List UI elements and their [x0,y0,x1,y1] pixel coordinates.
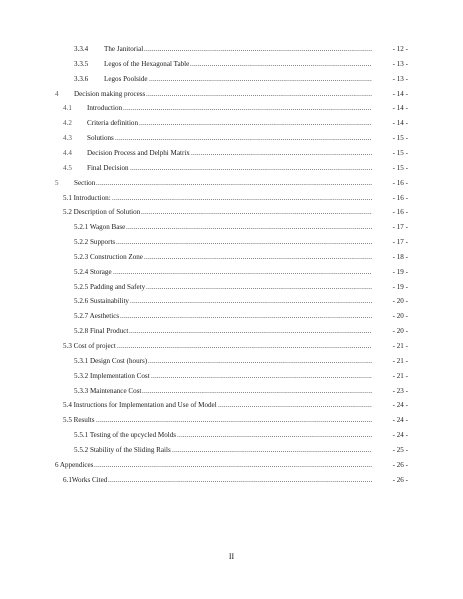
toc-entry[interactable] [0,133,463,144]
toc-entry-page: - 16 - [392,208,408,217]
toc-entry-title: 5.3.1 Design Cost (hours) [74,356,148,365]
toc-entry-leader [144,44,372,55]
toc-entry-page: - 13 - [392,74,408,83]
toc-entry-leader [139,118,372,129]
toc-entry-title: Section [74,178,96,187]
toc-entry-title: 5.5.1 Testing of the upcycled Molds [74,431,177,440]
toc-entry-leader [108,475,372,486]
toc-entry[interactable] [0,44,463,55]
toc-entry-leader [115,133,372,144]
toc-entry-leader [120,311,372,322]
toc-entry-title: 5.2.6 Sustainability [74,297,129,306]
toc-entry[interactable] [0,148,463,159]
toc-entry[interactable] [0,237,463,248]
toc-entry-page: - 16 - [392,193,408,202]
toc-entry-leader [130,296,372,307]
toc-entry[interactable] [0,415,463,426]
toc-entry-title: 5.2.2 Supports [74,238,116,247]
toc-entry-title: Criteria definition [87,119,139,128]
toc-entry-page: - 19 - [392,267,408,276]
toc-entry-leader [144,252,372,263]
toc-entry-page: - 24 - [392,416,408,425]
toc-entry-leader [112,193,372,204]
toc-entry-title: 5.4 Instructions for Implementation and Use of Model [63,401,217,410]
toc-entry[interactable] [0,356,463,367]
toc-entry[interactable] [0,222,463,233]
toc-entry-leader [141,207,372,218]
toc-entry-page: - 17 - [392,223,408,232]
toc-entry-page: - 25 - [392,445,408,454]
toc-entry-leader [130,163,372,174]
toc-entry-title: 5.5.2 Stability of the Sliding Rails [74,445,171,454]
toc-entry-page: - 24 - [392,401,408,410]
toc-entry[interactable] [0,59,463,70]
toc-entry-title: 5.2.1 Wagon Base [74,223,126,232]
toc-entry[interactable] [0,296,463,307]
toc-entry-leader [191,148,372,159]
toc-entry-leader [94,460,372,471]
toc-entry-leader [177,430,372,441]
toc-entry[interactable] [0,326,463,337]
toc-entry-page: - 19 - [392,282,408,291]
toc-entry-leader [117,341,372,352]
toc-entry-page: - 15 - [392,148,408,157]
toc-entry-number: 4.4 [63,148,72,157]
toc-entry-leader [146,282,372,293]
toc-entry-leader [148,356,372,367]
toc-entry-leader [151,371,372,382]
toc-entry[interactable] [0,445,463,456]
toc-entry-number: 4 [55,89,59,98]
toc-entry-number: 5 [55,178,59,187]
toc-entry-title: 5.2.5 Padding and Safety [74,282,146,291]
toc-entry-title: 6.1Works Cited [63,475,108,484]
toc-entry-leader [96,178,372,189]
toc-entry[interactable] [0,400,463,411]
toc-entry-title: The Janitorial [104,45,144,53]
toc-entry-leader [172,445,372,456]
toc-entry-title: Decision Process and Delphi Matrix [87,148,190,157]
toc-entry[interactable] [0,163,463,174]
toc-entry-page: - 14 - [392,104,408,113]
toc-entry-leader [123,103,372,114]
toc-entry-leader [129,326,372,337]
toc-entry-page: - 15 - [392,134,408,143]
toc-entry-leader [116,237,372,248]
toc-entry[interactable] [0,475,463,486]
toc-entry[interactable] [0,282,463,293]
toc-entry-page: - 23 - [392,386,408,395]
toc-entry-page: - 13 - [392,59,408,68]
toc-entry-page: - 20 - [392,312,408,321]
toc-entry-number: 4.1 [63,104,72,113]
toc-entry-page: - 26 - [392,460,408,469]
toc-entry[interactable] [0,267,463,278]
toc-entry-page: - 21 - [392,371,408,380]
toc-entry-title: Introduction [87,104,123,113]
toc-entry[interactable] [0,207,463,218]
toc-entry-title: 5.2.7 Aesthetics [74,312,120,321]
toc-entry-page: - 24 - [392,431,408,440]
toc-entry-leader [142,386,372,397]
toc-entry-title: Legos of the Hexagonal Table [104,59,190,68]
footer-page-number: II [228,552,235,561]
toc-entry[interactable] [0,460,463,471]
toc-entry-title: 5.5 Results [63,416,95,425]
toc-entry-title: Final Decision [87,163,129,172]
toc-entry-leader [126,222,372,233]
toc-entry-page: - 20 - [392,327,408,336]
toc-entry[interactable] [0,178,463,189]
toc-entry-leader [146,89,372,100]
toc-entry-page: - 21 - [392,342,408,350]
toc-entry-title: 5.2.8 Final Product [74,327,129,336]
toc-entry[interactable] [0,193,463,204]
toc-entry-leader [96,415,372,426]
toc-entry-title: 5.2 Description of Solution [63,208,141,217]
toc-entry[interactable] [0,103,463,114]
toc-entry[interactable] [0,371,463,382]
toc-entry-leader [113,267,372,278]
toc-entry-title: 6 Appendices [55,460,94,469]
toc-entry-number: 4.2 [63,119,72,128]
toc-entry-page: - 12 - [392,45,408,53]
toc-entry[interactable] [0,74,463,85]
toc-entry-number: 3.3.5 [74,59,89,68]
toc-entry-page: - 17 - [392,238,408,247]
toc-entry-page: - 14 - [392,119,408,128]
toc-entry-page: - 18 - [392,252,408,261]
toc-entry[interactable] [0,311,463,322]
toc-entry-number: 4.3 [63,134,72,143]
toc-entry[interactable] [0,89,463,100]
toc-entry-page: - 20 - [392,297,408,306]
toc-entry-page: - 15 - [392,163,408,172]
toc-entry-title: 5.2.3 Construction Zone [74,252,143,261]
toc-entry-page: - 14 - [392,89,408,98]
toc-entry-title: Decision making process [74,89,146,98]
toc-entry-title: 5.3.2 Implementation Cost [74,371,150,380]
toc-entry-title: 5.3 Cost of project [63,342,116,350]
toc-entry-leader [190,59,372,70]
toc-entry-title: Legos Poolside [104,74,148,83]
toc-entry-title: 5.3.3 Maintenance Cost [74,386,142,395]
toc-entry[interactable] [0,118,463,129]
toc-entry[interactable] [0,386,463,397]
toc-entry-title: 5.1 Introduction: [63,193,111,202]
toc-entry-page: - 26 - [392,475,408,484]
toc-entry-title: 5.2.4 Storage [74,267,112,276]
toc-entry[interactable] [0,430,463,441]
toc-entry-number: 4.5 [63,163,72,172]
toc-entry-page: - 16 - [392,178,408,187]
toc-entry[interactable] [0,341,463,352]
toc-entry-title: Solutions [87,134,114,143]
toc-entry-number: 3.3.4 [74,45,89,53]
toc-entry-number: 3.3.6 [74,74,89,83]
toc-entry-leader [218,400,372,411]
toc-entry-page: - 21 - [392,356,408,365]
toc-entry-leader [149,74,372,85]
toc-entry[interactable] [0,252,463,263]
